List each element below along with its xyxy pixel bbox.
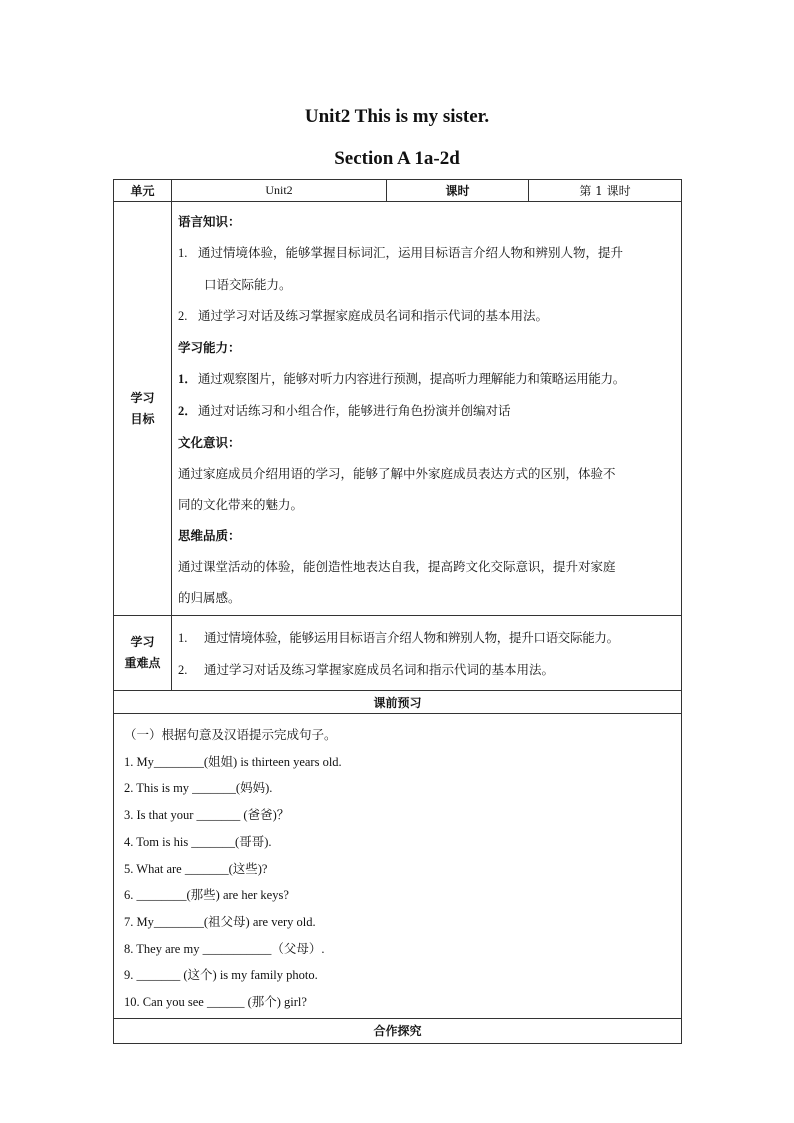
ability-item-1-text: 通过观察图片，能够对听力内容进行预测，提高听力理解能力和策略运用能力。 [198, 371, 626, 386]
ability-title: 学习能力： [178, 340, 241, 355]
sentence-2: 2. This is my _______(妈妈). [124, 781, 273, 796]
culture-title: 文化意识： [178, 435, 241, 450]
difficulty-content [172, 616, 682, 691]
period-value: 第 1 课时 [529, 180, 682, 202]
language-item-2 [178, 300, 675, 332]
difficulty-item-2-text: 通过学习对话及练习掌握家庭成员名词和指示代词的基本用法。 [204, 662, 555, 677]
preview-instruction: （一）根据句意及汉语提示完成句子。 [124, 727, 337, 742]
difficulty-item-1-num: 1. [178, 631, 188, 645]
cooperation-header-row [114, 1018, 682, 1043]
difficulty-label-line2: 重难点 [124, 656, 161, 670]
goals-label [114, 202, 172, 616]
language-title: 语言知识： [178, 214, 241, 229]
document-title: Unit2 This is my sister. [304, 106, 490, 127]
goals-label-line2: 目标 [130, 411, 155, 426]
sentence-3: 3. Is that your _______ (爸爸)？ [124, 808, 290, 823]
header-row [114, 180, 682, 202]
difficulty-label-line1: 学习 [130, 635, 155, 649]
ability-item-2-text: 通过对话练习和小组合作，能够进行角色扮演并创编对话 [198, 403, 511, 418]
difficulty-label [114, 616, 172, 691]
sentence-6: 6. ________(那些) are her keys? [124, 888, 289, 903]
difficulty-item-2-num: 2. [178, 663, 188, 677]
sentence-4: 4. Tom is his _______(哥哥). [124, 834, 272, 849]
goals-row [114, 202, 682, 616]
unit-value: Unit2 [172, 180, 387, 202]
sentence-5: 5. What are _______(这些)? [124, 861, 268, 876]
unit-label: 单元 [114, 180, 172, 202]
ability-item-1-num: 1． [178, 372, 197, 386]
sentence-9: 9. _______ (这个) is my family photo. [124, 968, 318, 983]
period-label: 课时 [387, 180, 529, 202]
preview-content [114, 714, 682, 1019]
ability-item-2 [178, 395, 675, 427]
goals-label-line1: 学习 [130, 390, 155, 405]
thinking-text-2: 的归属感。 [178, 590, 241, 605]
culture-text-2: 同的文化带来的魅力。 [178, 497, 304, 512]
preview-header-row [114, 691, 682, 714]
sentence-10: 10. Can you see ______ (那个) girl? [124, 995, 307, 1010]
difficulty-item-1 [178, 622, 675, 654]
difficulty-item-2 [178, 654, 675, 686]
culture-text-1: 通过家庭成员介绍用语的学习，能够了解中外家庭成员表达方式的区别，体验不 [178, 466, 616, 481]
language-item-2-num: 2. [178, 309, 188, 323]
preview-row [114, 714, 682, 1019]
lesson-plan-table [113, 179, 682, 1044]
language-item-1-num: 1. [178, 246, 188, 260]
goals-content [172, 202, 682, 616]
language-item-1-cont: 口语交际能力。 [204, 277, 292, 292]
difficulty-item-1-text: 通过情境体验，能够运用目标语言介绍人物和辨别人物，提升口语交际能力。 [204, 630, 619, 645]
sentence-7: 7. My________(祖父母) are very old. [124, 914, 316, 929]
thinking-title: 思维品质： [178, 528, 241, 543]
sentence-8: 8. They are my ___________（父母）. [124, 941, 325, 956]
thinking-text-1: 通过课堂活动的体验，能创造性地表达自我，提高跨文化交际意识，提升对家庭 [178, 559, 616, 574]
sentence-1: 1. My________(姐姐) is thirteen years old. [124, 754, 342, 769]
document-subtitle: Section A 1a-2d [334, 148, 460, 169]
cooperation-section-title: 合作探究 [114, 1018, 682, 1043]
preview-section-title: 课前预习 [114, 691, 682, 714]
ability-item-1 [178, 363, 675, 395]
language-item-1-text: 通过情境体验，能够掌握目标词汇，运用目标语言介绍人物和辨别人物，提升 [198, 245, 624, 260]
language-item-1 [178, 237, 675, 269]
language-item-2-text: 通过学习对话及练习掌握家庭成员名词和指示代词的基本用法。 [198, 308, 549, 323]
ability-item-2-num: 2． [178, 404, 197, 418]
difficulty-row [114, 616, 682, 691]
